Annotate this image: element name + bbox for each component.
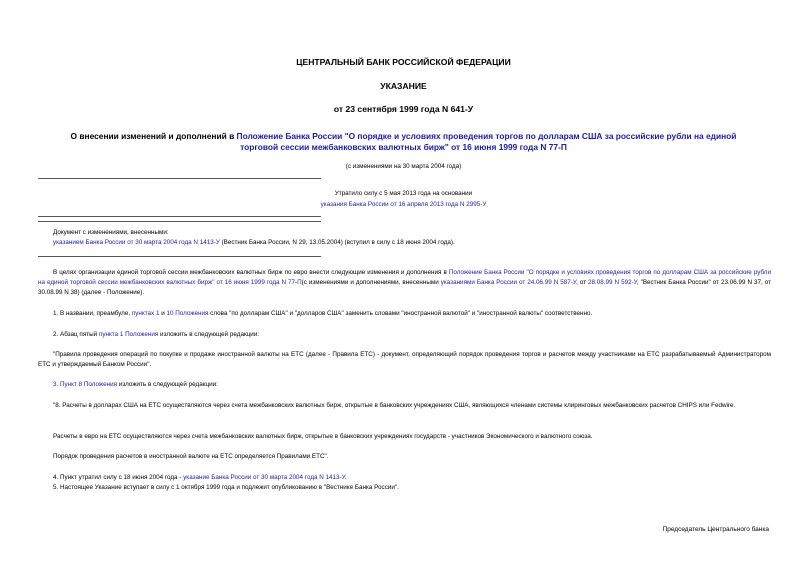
changes-source: указанием Банка России от 30 марта 2004 года N 1413-У (Вестник Банка России, N 29, 13.05.2004) (вступил в силу с 18 июня 2004 года). [53, 239, 455, 246]
document-date-number: от 23 сентября 1999 года N 641-У [333, 104, 474, 114]
document-title [0, 131, 807, 153]
repeal-link[interactable]: указания Банка России от 16 апреля 2013 года N 2995-У [320, 201, 487, 208]
title-prefix: О внесении изменений и дополнений в [70, 131, 237, 141]
divider [38, 178, 321, 179]
divider [38, 221, 321, 222]
paragraph-1: 1. В названии, преамбуле, пунктах 1 и 10 Положения слова "по долларам США" и "долларов США" заменить словами "иностранной валютой" и "иностранной валюты" соответственно. [53, 310, 593, 317]
changes-label: Документ с изменениями, внесенными: [53, 229, 169, 236]
paragraph-3-quote-1: "8. Расчеты в долларах США на ЕТС осуществляются через счета межбанковских валютных бирж, открытые в банковских учреждениях США, являющихся членами системы клиринговых межбанковских расчетов CHIPS или Fedwire. [53, 402, 736, 409]
link-point-8[interactable]: 3. Пункт 8 Положения [53, 381, 118, 388]
link-point-1[interactable]: пункта 1 Положения [98, 331, 159, 338]
paragraph-2: 2. Абзац пятый пункта 1 Положения изложить в следующей редакции: [53, 331, 260, 338]
title-link-line1[interactable]: Положение Банка России "О порядке и условиях проведения торгов по долларам США за российские рубли на единой [236, 131, 737, 141]
repeal-notice: Утратило силу с 5 мая 2013 года на основании [334, 190, 473, 197]
paragraph-5: 5. Настоящее Указание вступает в силу с 1 октября 1999 года и подлежит опубликованию в "Вестнике Банка России". [53, 484, 399, 491]
changes-link[interactable]: указанием Банка России от 30 марта 2004 года N 1413-У [53, 239, 220, 246]
paragraph-3: 3. Пункт 8 Положения изложить в следующей редакции: [53, 381, 218, 388]
intro-link-587[interactable]: указаниями Банка России от 24.06.99 N 587-У [440, 279, 577, 286]
document-type: УКАЗАНИЕ [380, 81, 427, 91]
divider [38, 256, 321, 257]
paragraph-2-quote: "Правила проведения операций по покупке и продаже иностранной валюты на ЕТС (далее - Правила ЕТС) - документ, определяющий порядок проведения торгов и расчетов между участниками на ЕТС разрабатываемый Администратором ЕТС и утверждаемый Банком России". [38, 351, 771, 368]
link-point-10[interactable]: 10 Положения [166, 310, 209, 317]
paragraph-3-quote-2: Расчеты в евро на ЕТС осуществляются через счета межбанковских валютных бирж, открытые в банковских учреждениях государств - участников Экономического и валютного союза. [53, 433, 593, 440]
link-points-1[interactable]: пунктах 1 [131, 310, 160, 317]
link-1413[interactable]: указание Банка России от 30 марта 2004 года N 1413-У [183, 474, 345, 481]
issuer-heading: ЦЕНТРАЛЬНЫЙ БАНК РОССИЙСКОЙ ФЕДЕРАЦИИ [296, 57, 511, 67]
paragraph-3-quote-3: Порядок проведения расчетов в иностранной валюте на ЕТС определяется Правилами ЕТС". [53, 453, 329, 460]
divider [38, 216, 321, 217]
title-link-line2[interactable]: торговой сессии межбанковских валютных бирж" от 16 июня 1999 года N 77-П [240, 142, 567, 152]
paragraph-4: 4. Пункт утратил силу с 18 июня 2004 года - указание Банка России от 30 марта 2004 года N 1413-У. [53, 474, 347, 481]
intro-paragraph: В целях организации единой торговой сессии межбанковских валютных бирж по евро внести следующие изменения и дополнения в Положение Банка России "О порядке и условиях проведения торгов по долларам США за российские рубли на единой торговой сессии межбанковских валютных бирж" от 16 июня 1999 года N 77-П(с изменениями и дополнениями, внесенными указаниями Банка России от 24.06.99 N 587-У, от 28.08.99 N 592-У, "Вестник Банка России" от 23.06.99 N 37, от 30.08.99 N 38) (далее - Положение). [38, 269, 771, 296]
intro-link-592[interactable]: 28.08.99 N 592-У [588, 279, 637, 286]
intro-link-regulation[interactable]: Положение Банка России "О порядке и условиях проведения торгов по долларам США за российские рубли на единой торговой сессии межбанковских валютных бирж" от 16 июня 1999 года N 77-П [38, 269, 771, 286]
amendment-note: (с изменениями на 30 марта 2004 года) [345, 163, 462, 170]
signature-title: Председатель Центрального банка [662, 526, 769, 533]
